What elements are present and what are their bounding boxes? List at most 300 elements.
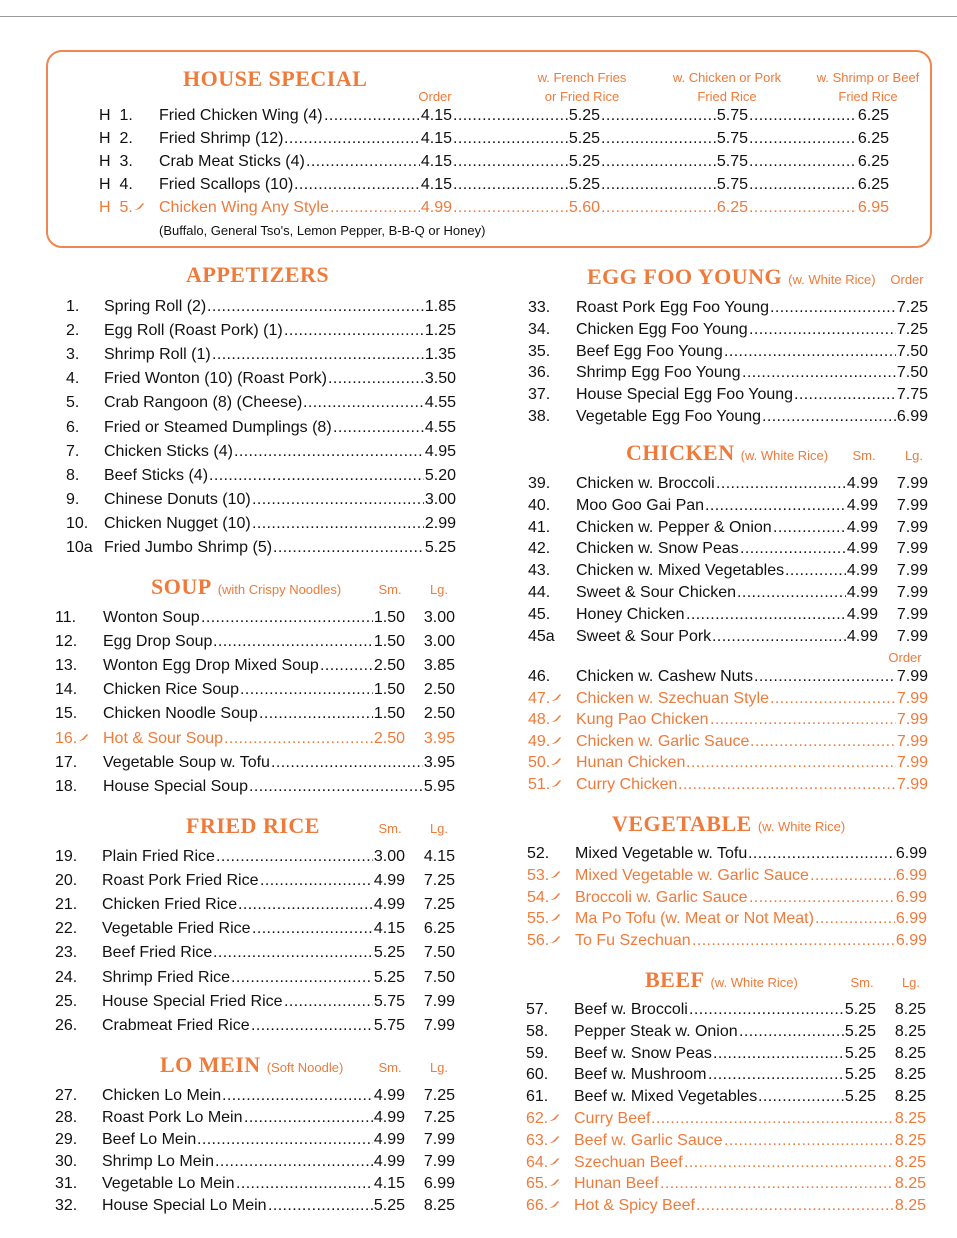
menu-item <box>528 666 930 688</box>
menu-item <box>55 1129 460 1151</box>
item-name: Beef Fried Rice <box>102 944 213 962</box>
dot-leader <box>692 930 895 952</box>
dot-leader <box>453 197 568 219</box>
price: 5.20 <box>424 466 456 484</box>
hs-header-fries: w. French Fries or Fried Rice <box>537 70 627 104</box>
menu-item <box>527 930 928 952</box>
item-name: Chicken w. Garlic Sauce <box>576 732 750 750</box>
fried-rice-sm-header: Sm. <box>378 821 402 836</box>
item-number: 6. <box>66 418 80 436</box>
price: 8.25 <box>894 1175 926 1193</box>
item-number: 66. <box>526 1197 549 1215</box>
item-number: 4. <box>66 370 80 388</box>
item-name: Roast Pork Fried Rice <box>102 872 259 890</box>
dot-leader <box>330 197 420 219</box>
dot-leader <box>268 1195 373 1217</box>
dot-leader <box>234 441 424 463</box>
dot-leader <box>749 197 857 219</box>
menu-item <box>55 752 460 774</box>
menu-item <box>55 679 460 701</box>
item-number: 63. <box>526 1131 549 1149</box>
dot-leader <box>197 1129 373 1151</box>
price-small: 4.99 <box>846 562 878 580</box>
price: 8.25 <box>894 1131 926 1149</box>
item-name: Vegetable Soup w. Tofu <box>103 753 270 771</box>
item-number: 41. <box>528 518 551 536</box>
price-small: 5.75 <box>373 1016 405 1034</box>
price-large: 7.99 <box>896 584 928 601</box>
item-number: 14. <box>55 681 78 699</box>
item-name: Vegetable Lo Mein <box>102 1175 235 1192</box>
soup-title: SOUP (with Crispy Noodles) <box>151 574 342 599</box>
dot-leader <box>252 918 373 940</box>
item-number: 1. <box>66 298 80 315</box>
item-number: 27. <box>55 1087 78 1104</box>
item-number: 65. <box>526 1175 549 1193</box>
price-col-3: 5.75 <box>716 176 748 193</box>
price-small: 4.15 <box>373 920 405 938</box>
price-col-4: 6.95 <box>857 199 889 216</box>
price-large: 7.50 <box>423 944 455 962</box>
price-col-3: 5.75 <box>716 130 748 147</box>
chicken-order-header: Order <box>888 650 922 665</box>
dot-leader <box>601 174 716 196</box>
price-col-1: 4.15 <box>420 153 452 170</box>
item-name: Chicken Nugget (10) <box>104 514 251 532</box>
menu-item <box>527 908 928 930</box>
item-name: Egg Drop Soup <box>103 633 213 651</box>
dot-leader <box>453 151 568 173</box>
price: 7.75 <box>896 386 928 404</box>
price-col-3: 6.25 <box>716 199 748 216</box>
dot-leader <box>762 406 896 428</box>
price-large: 8.25 <box>894 1001 926 1018</box>
item-number: 38. <box>528 408 551 425</box>
dot-leader <box>284 128 420 150</box>
item-number: 19. <box>55 848 78 865</box>
price-small: 4.99 <box>373 1153 405 1170</box>
house-special-item <box>99 128 899 150</box>
price-col-4: 6.25 <box>857 130 889 147</box>
price: 8.25 <box>894 1110 926 1127</box>
beef-sm-header: Sm. <box>850 975 874 990</box>
price: 3.50 <box>424 370 456 388</box>
menu-item <box>528 709 930 731</box>
dot-leader <box>678 774 896 796</box>
beef-lg-header: Lg. <box>901 975 921 990</box>
item-name: Chicken Sticks (4) <box>104 442 233 460</box>
item-name: Chicken w. Szechuan Style <box>576 689 769 707</box>
price-small: 4.99 <box>846 518 878 536</box>
item-number: 58. <box>526 1022 549 1040</box>
price-col-2: 5.25 <box>568 153 600 170</box>
item-name: Curry Chicken <box>576 776 678 793</box>
menu-item <box>55 655 460 677</box>
item-number: 28. <box>55 1109 78 1126</box>
item-name: Beef w. Mixed Vegetables <box>574 1088 758 1106</box>
dot-leader <box>271 752 423 774</box>
hot-pepper-icon <box>550 893 560 900</box>
price: 6.99 <box>895 910 927 928</box>
price: 7.50 <box>896 342 928 360</box>
dot-leader <box>601 105 716 127</box>
price-small: 4.99 <box>373 896 405 914</box>
dot-leader <box>742 362 896 384</box>
price-col-3: 5.75 <box>716 107 748 124</box>
item-name: Fried Scallops (10) <box>159 176 294 193</box>
price-col-4: 6.25 <box>857 176 889 193</box>
menu-item <box>526 1043 928 1065</box>
price-large: 7.99 <box>896 627 928 645</box>
menu-item <box>55 967 460 989</box>
item-number: 23. <box>55 944 78 962</box>
menu-item <box>528 495 930 517</box>
dot-leader <box>216 846 373 868</box>
hot-pepper-icon <box>134 203 144 210</box>
menu-item <box>528 560 930 582</box>
item-number: 7. <box>66 442 80 460</box>
hs-header-chicken-pork: w. Chicken or Pork Fried Rice <box>672 70 782 104</box>
dot-leader <box>244 1107 373 1129</box>
dot-leader <box>686 752 896 774</box>
item-number: 5. <box>66 394 80 412</box>
item-number: 44. <box>528 584 551 601</box>
menu-item <box>66 441 460 463</box>
item-name: Moo Goo Gai Pan <box>576 496 705 514</box>
dot-leader <box>724 1130 894 1152</box>
item-number: 46. <box>528 668 551 685</box>
item-number: 55. <box>527 910 550 928</box>
menu-item <box>55 918 460 940</box>
dot-leader <box>815 908 895 930</box>
menu-item <box>55 1195 460 1217</box>
lo-mein-title: LO MEIN (Soft Noodle) <box>160 1052 344 1077</box>
item-name: Beef w. Broccoli <box>574 1001 688 1018</box>
item-number: 18. <box>55 777 78 795</box>
price-large: 8.25 <box>894 1066 926 1084</box>
dot-leader <box>273 537 424 559</box>
menu-item <box>55 631 460 653</box>
item-number: 9. <box>66 490 80 508</box>
dot-leader <box>252 489 424 511</box>
menu-item <box>526 1108 928 1130</box>
price-small: 4.99 <box>373 1087 405 1104</box>
price: 8.25 <box>894 1197 926 1215</box>
item-number: 10a <box>66 539 93 556</box>
egg-foo-young-title: EGG FOO YOUNG (w. White Rice) <box>587 264 876 289</box>
item-name: Fried Jumbo Shrimp (5) <box>104 539 273 556</box>
dot-leader <box>294 174 420 196</box>
item-number: 26. <box>55 1016 78 1034</box>
menu-item <box>55 894 460 916</box>
price-large: 3.00 <box>423 633 455 651</box>
dot-leader <box>209 465 424 487</box>
price: 7.99 <box>896 754 928 772</box>
item-number: 3. <box>66 346 80 364</box>
menu-item <box>526 1173 928 1195</box>
dot-leader <box>710 709 896 731</box>
item-name: Shrimp Roll (1) <box>104 346 211 364</box>
dot-leader <box>708 1064 844 1086</box>
hot-pepper-icon <box>551 758 561 765</box>
item-number: 34. <box>528 320 551 338</box>
price: 2.99 <box>424 514 456 532</box>
price-small: 4.99 <box>846 540 878 558</box>
price-small: 4.99 <box>373 1109 405 1126</box>
item-number: 8. <box>66 466 80 484</box>
item-name: Chinese Donuts (10) <box>104 490 251 508</box>
price-large: 3.85 <box>423 657 455 675</box>
item-number: 52. <box>527 845 550 862</box>
price-small: 5.25 <box>373 1197 405 1214</box>
menu-item <box>527 843 928 865</box>
hot-pepper-icon <box>549 1179 559 1186</box>
price-small: 4.99 <box>373 1131 405 1148</box>
price-large: 7.99 <box>423 1153 455 1170</box>
price: 1.35 <box>424 346 456 364</box>
chicken-title: CHICKEN (w. White Rice) <box>626 440 829 465</box>
item-name: Pepper Steak w. Onion <box>574 1022 738 1040</box>
item-number: 32. <box>55 1197 78 1214</box>
item-name: Beef w. Garlic Sauce <box>574 1131 723 1149</box>
item-name: Fried or Steamed Dumplings (8) <box>104 418 332 436</box>
item-name: Fried Chicken Wing (4) <box>159 107 323 124</box>
price: 7.99 <box>896 711 928 729</box>
price-col-2: 5.25 <box>568 107 600 124</box>
price: 1.25 <box>424 322 456 340</box>
price: 7.99 <box>896 776 928 793</box>
item-name: Mixed Vegetable w. Garlic Sauce <box>575 866 809 884</box>
dot-leader <box>754 666 896 688</box>
dot-leader <box>259 703 373 725</box>
price-small: 5.25 <box>844 1022 876 1040</box>
menu-item <box>528 731 930 753</box>
item-number: H 3. <box>99 153 133 170</box>
price-large: 7.25 <box>423 1109 455 1126</box>
item-name: Shrimp Lo Mein <box>102 1153 215 1170</box>
dot-leader <box>689 999 844 1021</box>
dot-leader <box>748 843 895 865</box>
price-large: 2.50 <box>423 681 455 699</box>
dot-leader <box>749 319 896 341</box>
price-small: 1.50 <box>373 609 405 626</box>
price: 6.99 <box>895 845 927 862</box>
item-number: H 4. <box>99 176 133 193</box>
item-name: Fried Shrimp (12) <box>159 130 284 147</box>
price-large: 7.50 <box>423 968 455 986</box>
item-name: Shrimp Fried Rice <box>102 968 231 986</box>
menu-item <box>66 489 460 511</box>
menu-item <box>526 1064 928 1086</box>
appetizers-title: APPETIZERS <box>186 262 330 287</box>
dot-leader <box>773 517 846 539</box>
dot-leader <box>453 105 568 127</box>
menu-item <box>55 1107 460 1129</box>
menu-item <box>528 752 930 774</box>
item-name: Vegetable Fried Rice <box>102 920 251 938</box>
dot-leader <box>696 1195 894 1217</box>
dot-leader <box>758 1086 844 1108</box>
price-small: 4.99 <box>846 496 878 514</box>
hot-pepper-icon <box>549 1201 559 1208</box>
item-name: Chicken w. Snow Peas <box>576 540 739 558</box>
item-name: House Special Lo Mein <box>102 1197 267 1214</box>
item-name: Roast Pork Egg Foo Young <box>576 299 770 316</box>
dot-leader <box>306 151 420 173</box>
dot-leader <box>770 688 896 710</box>
menu-item <box>527 865 928 887</box>
dot-leader <box>252 513 424 535</box>
top-rule <box>0 16 957 17</box>
item-number: 12. <box>55 633 78 651</box>
menu-item <box>528 297 930 319</box>
price-col-4: 6.25 <box>857 153 889 170</box>
dot-leader <box>333 417 424 439</box>
item-name: Sweet & Sour Pork <box>576 627 712 645</box>
item-number: 36. <box>528 364 551 382</box>
hot-pepper-icon <box>549 1158 559 1165</box>
price: 5.25 <box>424 539 456 556</box>
price-large: 8.25 <box>423 1197 455 1214</box>
dot-leader <box>749 128 857 150</box>
item-name: Mixed Vegetable w. Tofu <box>575 845 748 862</box>
dot-leader <box>207 296 424 318</box>
price-col-2: 5.25 <box>568 176 600 193</box>
price-large: 8.25 <box>894 1022 926 1040</box>
item-name: Roast Pork Lo Mein <box>102 1109 243 1126</box>
dot-leader <box>601 197 716 219</box>
price: 6.99 <box>896 408 928 425</box>
dot-leader <box>686 604 846 626</box>
menu-item <box>526 1021 928 1043</box>
price-small: 1.50 <box>373 705 405 723</box>
menu-item <box>528 341 930 363</box>
menu-item <box>528 362 930 384</box>
item-name: Ma Po Tofu (w. Meat or Not Meat) <box>575 910 814 928</box>
item-number: 53. <box>527 866 550 884</box>
fried-rice-title: FRIED RICE <box>186 813 320 838</box>
price-col-1: 4.15 <box>420 107 452 124</box>
price-col-3: 5.75 <box>716 153 748 170</box>
dot-leader <box>794 384 896 406</box>
dot-leader <box>749 151 857 173</box>
item-name: House Special Fried Rice <box>102 992 283 1010</box>
price-small: 5.25 <box>373 944 405 962</box>
price: 6.99 <box>895 888 927 906</box>
soup-sm-header: Sm. <box>378 582 402 597</box>
item-name: Chicken w. Mixed Vegetables <box>576 562 785 580</box>
dot-leader <box>601 151 716 173</box>
price-small: 1.50 <box>373 633 405 651</box>
vegetable-title: VEGETABLE (w. White Rice) <box>612 811 846 836</box>
menu-item <box>528 626 930 648</box>
item-number: 47. <box>528 689 551 707</box>
menu-item <box>526 1086 928 1108</box>
price-small: 4.99 <box>846 584 878 601</box>
item-name: Chicken Rice Soup <box>103 681 240 699</box>
price-small: 5.75 <box>373 992 405 1010</box>
item-name: Chicken Egg Foo Young <box>576 320 748 338</box>
price-small: 5.25 <box>844 1001 876 1018</box>
item-number: 49. <box>528 732 551 750</box>
item-number: 50. <box>528 754 551 772</box>
price-large: 2.50 <box>423 705 455 723</box>
dot-leader <box>213 631 373 653</box>
price-large: 7.25 <box>423 1087 455 1104</box>
price-large: 3.00 <box>423 609 455 626</box>
menu-item <box>528 774 930 796</box>
hot-pepper-icon <box>551 780 561 787</box>
beef-title: BEEF (w. White Rice) <box>645 967 798 992</box>
item-name: Broccoli w. Garlic Sauce <box>575 888 748 906</box>
item-number: 42. <box>528 540 551 558</box>
dot-leader <box>705 495 846 517</box>
dot-leader <box>224 728 373 750</box>
dot-leader <box>240 679 373 701</box>
menu-item <box>66 465 460 487</box>
price-small: 4.99 <box>846 627 878 645</box>
price: 3.95 <box>423 753 455 771</box>
item-name: Chicken w. Cashew Nuts <box>576 668 753 685</box>
item-name: Crabmeat Fried Rice <box>102 1016 250 1034</box>
menu-item <box>55 991 460 1013</box>
menu-item <box>526 1195 928 1217</box>
menu-item <box>66 513 460 535</box>
item-number: 43. <box>528 562 551 580</box>
price: 5.95 <box>423 777 455 795</box>
hot-pepper-icon <box>78 734 88 741</box>
item-name: Szechuan Beef <box>574 1153 683 1171</box>
price-large: 7.99 <box>896 540 928 558</box>
item-number: 35. <box>528 342 551 360</box>
item-name: Beef Egg Foo Young <box>576 342 723 360</box>
menu-item <box>526 1130 928 1152</box>
item-name: Vegetable Egg Foo Young <box>576 408 762 425</box>
soup-lg-header: Lg. <box>429 582 449 597</box>
menu-item <box>66 344 460 366</box>
item-number: 51. <box>528 776 551 793</box>
menu-item <box>55 1151 460 1173</box>
price-col-2: 5.60 <box>568 199 600 216</box>
menu-item <box>66 392 460 414</box>
item-name: Fried Wonton (10) (Roast Pork) <box>104 370 327 388</box>
item-number: 25. <box>55 992 78 1010</box>
menu-item <box>55 846 460 868</box>
dot-leader <box>222 1085 373 1107</box>
price-small: 4.15 <box>373 1175 405 1192</box>
dot-leader <box>324 105 420 127</box>
item-number: 60. <box>526 1066 549 1084</box>
hot-pepper-icon <box>551 737 561 744</box>
price-large: 7.99 <box>423 992 455 1010</box>
item-number: H 5. <box>99 199 133 216</box>
dot-leader <box>328 368 424 390</box>
house-special-item <box>99 174 899 196</box>
dot-leader <box>238 894 373 916</box>
item-number: 59. <box>526 1044 549 1062</box>
price-large: 7.99 <box>896 518 928 536</box>
item-number: 40. <box>528 496 551 514</box>
menu-item <box>55 776 460 798</box>
item-number: H 2. <box>99 130 133 147</box>
item-name: Crab Meat Sticks (4) <box>159 153 305 170</box>
price-large: 7.25 <box>423 872 455 890</box>
item-number: 2. <box>66 322 80 340</box>
menu-item <box>66 537 460 559</box>
price-large: 7.99 <box>423 1131 455 1148</box>
price-small: 5.25 <box>844 1044 876 1062</box>
item-number: 29. <box>55 1131 78 1148</box>
